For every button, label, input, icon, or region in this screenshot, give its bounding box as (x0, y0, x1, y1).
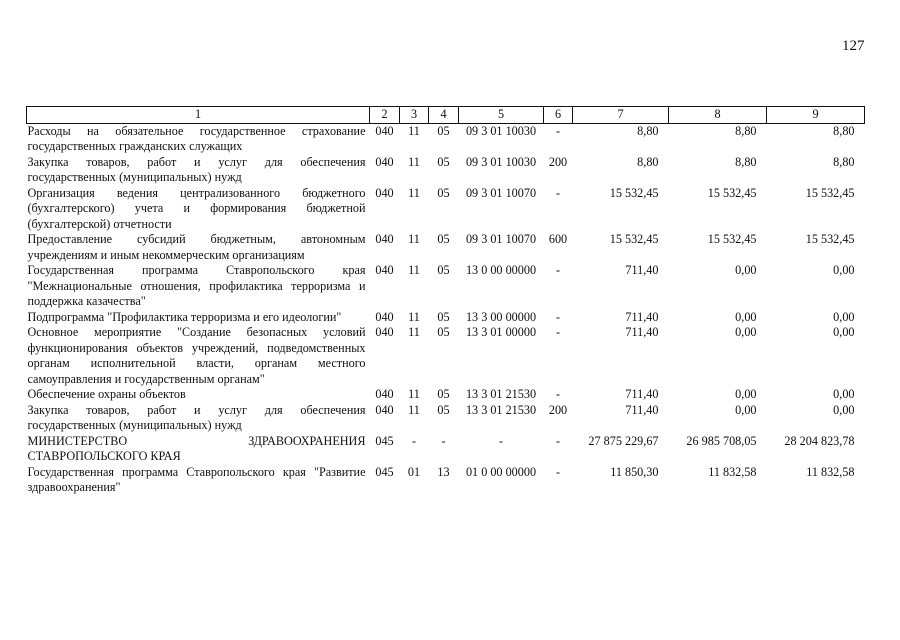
table-row (27, 263, 865, 310)
cell-ministry-code: 040 (375, 123, 394, 138)
cell-section: 01 (407, 464, 421, 479)
cell-expense-type: - (555, 464, 561, 479)
cell-ministry-code: 040 (375, 263, 394, 277)
cell-section: 11 (408, 402, 420, 417)
cell-amount-col7: 11 850,30 (610, 464, 659, 479)
cell-amount-col7: 8,80 (637, 123, 659, 138)
cell-subsection: 05 (437, 325, 450, 339)
column-header-5: 5 (459, 107, 544, 124)
budget-table (26, 106, 865, 496)
row-description: Подпрограмма "Профилактика терроризма и его идеологии" (27, 309, 342, 324)
column-header-9: 9 (767, 107, 865, 124)
cell-amount-col9: 15 532,45 (805, 185, 855, 200)
cell-amount-col9: 15 532,45 (805, 232, 855, 246)
cell-section: 11 (408, 123, 420, 138)
column-header-2: 2 (370, 107, 400, 124)
cell-amount-col8: 0,00 (735, 325, 757, 339)
table-row (27, 325, 865, 387)
cell-amount-col7: 27 875 229,67 (588, 433, 659, 448)
cell-target-article: 09 3 01 10070 (465, 232, 537, 246)
row-description: Государственная программа Ставропольского края "Межнациональные отношения, профилактика терроризма и поддержка казачества" (27, 263, 366, 308)
cell-amount-col9: 8,80 (833, 123, 855, 138)
table-row (27, 403, 865, 434)
cell-target-article: 09 3 01 10070 (465, 185, 537, 200)
cell-amount-col8: 0,00 (735, 309, 757, 324)
cell-subsection: 05 (437, 402, 450, 417)
row-description: Закупка товаров, работ и услуг для обеспечения государственных (муниципальных) нужд (27, 402, 366, 432)
table-row (27, 434, 865, 465)
cell-amount-col7: 711,40 (625, 263, 659, 277)
cell-expense-type: - (555, 185, 561, 200)
cell-section: 11 (408, 325, 420, 339)
cell-ministry-code: 040 (375, 402, 394, 417)
cell-subsection: 05 (437, 309, 450, 324)
cell-ministry-code: 040 (375, 185, 394, 200)
cell-amount-col9: 0,00 (833, 387, 855, 401)
cell-amount-col7: 15 532,45 (609, 185, 659, 200)
table-row (27, 310, 865, 326)
cell-ministry-code: 045 (375, 433, 394, 448)
table-row (27, 232, 865, 263)
cell-expense-type: - (555, 387, 561, 401)
cell-amount-col9: 8,80 (833, 154, 855, 169)
cell-amount-col7: 15 532,45 (609, 232, 659, 246)
row-description: Основное мероприятие "Создание безопасных условий функционирования объектов учреждений, подведомственных органам исполнительной власти, органам местного самоуправления и государственным органам" (27, 325, 366, 386)
cell-target-article: 13 3 01 00000 (465, 325, 537, 339)
cell-target-article: 09 3 01 10030 (465, 154, 537, 169)
cell-amount-col7: 711,40 (625, 309, 659, 324)
cell-ministry-code: 040 (375, 325, 394, 339)
cell-subsection: 05 (437, 263, 450, 277)
cell-expense-type: 200 (548, 402, 568, 417)
cell-amount-col8: 26 985 708,05 (686, 433, 757, 448)
cell-amount-col7: 711,40 (625, 387, 659, 401)
cell-amount-col9: 0,00 (833, 263, 855, 277)
cell-section: 11 (408, 185, 420, 200)
row-description: Государственная программа Ставропольского края "Развитие здравоохранения" (27, 464, 366, 494)
cell-expense-type: - (555, 309, 561, 324)
cell-subsection: 05 (437, 185, 450, 200)
cell-amount-col7: 8,80 (637, 154, 659, 169)
page-number: 127 (842, 38, 865, 54)
cell-target-article: - (498, 433, 504, 448)
cell-target-article: 09 3 01 10030 (465, 123, 537, 138)
cell-expense-type: - (555, 123, 561, 138)
cell-target-article: 01 0 00 00000 (465, 464, 537, 479)
row-description: МИНИСТЕРСТВО ЗДРАВООХРАНЕНИЯ СТАВРОПОЛЬСКОГО КРАЯ (27, 433, 366, 463)
column-header-7: 7 (573, 107, 669, 124)
cell-ministry-code: 040 (375, 309, 394, 324)
table-row (27, 387, 865, 403)
row-description: Закупка товаров, работ и услуг для обеспечения государственных (муниципальных) нужд (27, 154, 366, 184)
cell-subsection: 13 (437, 464, 450, 479)
table-row (27, 123, 865, 155)
cell-ministry-code: 040 (375, 232, 394, 246)
cell-ministry-code: 040 (375, 154, 394, 169)
cell-amount-col8: 11 832,58 (708, 464, 757, 479)
cell-amount-col8: 8,80 (735, 154, 757, 169)
cell-target-article: 13 3 01 21530 (465, 387, 537, 401)
cell-ministry-code: 045 (375, 464, 394, 479)
cell-expense-type: - (555, 325, 561, 339)
column-header-4: 4 (429, 107, 459, 124)
column-header-6: 6 (544, 107, 573, 124)
cell-section: 11 (408, 154, 420, 169)
table-header (27, 107, 865, 124)
cell-amount-col9: 11 832,58 (806, 464, 855, 479)
cell-section: 11 (408, 387, 420, 401)
table-body (27, 123, 865, 496)
row-description: Расходы на обязательное государственное страхование государственных гражданских служащих (27, 123, 366, 153)
cell-amount-col9: 0,00 (833, 325, 855, 339)
row-description: Организация ведения централизованного бюджетного (бухгалтерского) учета и формирования бюджетной (бухгалтерской) отчетности (27, 185, 366, 231)
cell-amount-col7: 711,40 (625, 402, 659, 417)
cell-expense-type: 600 (548, 232, 568, 246)
cell-ministry-code: 040 (375, 387, 394, 401)
cell-amount-col8: 0,00 (735, 263, 757, 277)
cell-subsection: 05 (437, 387, 450, 401)
table-row (27, 465, 865, 496)
cell-amount-col8: 15 532,45 (707, 232, 757, 246)
cell-target-article: 13 3 01 21530 (465, 402, 537, 417)
cell-target-article: 13 3 00 00000 (465, 309, 537, 324)
cell-section: 11 (408, 263, 420, 277)
cell-subsection: 05 (437, 154, 450, 169)
cell-subsection: 05 (437, 123, 450, 138)
column-header-1: 1 (27, 107, 370, 124)
cell-section: 11 (408, 232, 420, 246)
cell-amount-col9: 0,00 (833, 309, 855, 324)
cell-expense-type: - (555, 433, 561, 448)
cell-expense-type: - (555, 263, 561, 277)
row-description: Предоставление субсидий бюджетным, автономным учреждениям и иным некоммерческим организациям (27, 232, 366, 262)
cell-amount-col9: 28 204 823,78 (784, 433, 855, 448)
cell-amount-col7: 711,40 (625, 325, 659, 339)
cell-amount-col8: 0,00 (735, 402, 757, 417)
cell-target-article: 13 0 00 00000 (465, 263, 537, 277)
cell-amount-col8: 8,80 (735, 123, 757, 138)
table-row (27, 155, 865, 186)
cell-section: - (411, 433, 417, 448)
header-row (27, 107, 865, 124)
cell-expense-type: 200 (548, 154, 568, 169)
cell-amount-col8: 0,00 (735, 387, 757, 401)
cell-subsection: 05 (437, 232, 450, 246)
cell-amount-col8: 15 532,45 (707, 185, 757, 200)
row-description: Обеспечение охраны объектов (27, 387, 186, 401)
column-header-3: 3 (400, 107, 429, 124)
cell-subsection: - (441, 433, 446, 448)
table-row (27, 186, 865, 233)
cell-section: 11 (408, 309, 420, 324)
column-header-8: 8 (669, 107, 767, 124)
cell-amount-col9: 0,00 (833, 402, 855, 417)
